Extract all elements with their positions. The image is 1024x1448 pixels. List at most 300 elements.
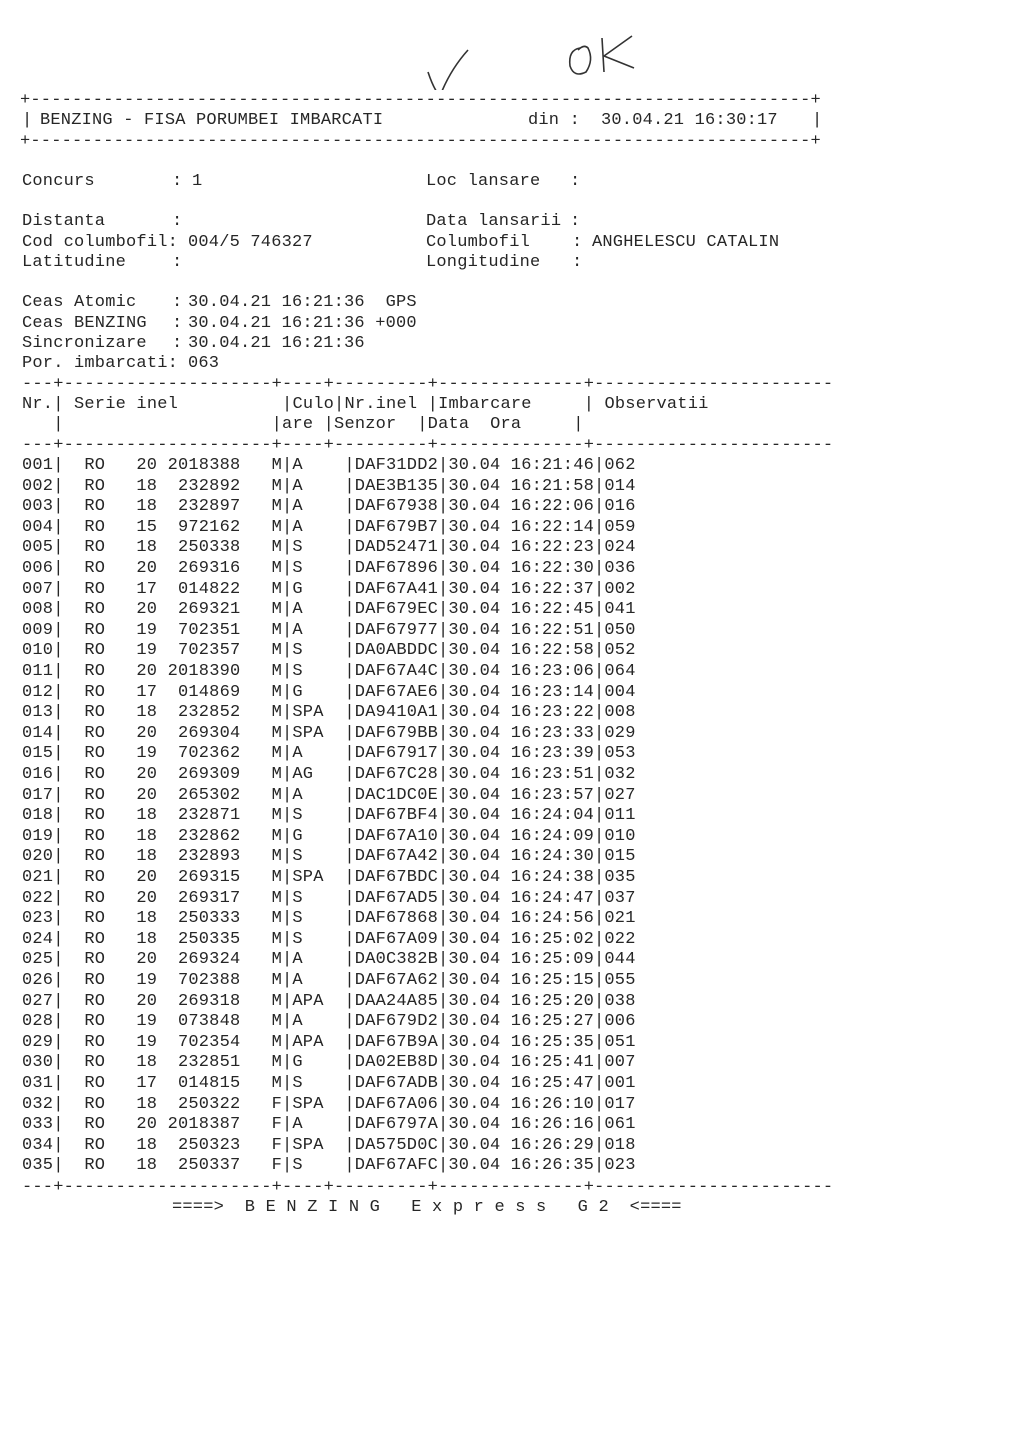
observation: 016 (604, 497, 636, 517)
col-bar: | (282, 600, 293, 620)
col-bar: | (282, 909, 293, 929)
ring-country: RO (84, 806, 106, 826)
basket-date: 30.04 (448, 476, 501, 496)
basket-time: 16:23:39 (510, 744, 595, 764)
col-bar: | (344, 950, 355, 970)
ring-number: 2018387 (167, 1115, 241, 1135)
col-bar: | (282, 1074, 293, 1093)
col-bar: | (594, 538, 605, 558)
columbofil-separator: : (572, 233, 583, 252)
color: S (292, 662, 303, 681)
ring-country: RO (84, 909, 106, 929)
sensor-ring: DAF67B9A (354, 1032, 439, 1052)
col-bar: | (594, 1032, 605, 1052)
col-bar: | (344, 1135, 355, 1155)
col-bar: | (594, 682, 605, 702)
col-bar: | (438, 703, 449, 723)
sex: M (271, 1074, 282, 1093)
latitudine-separator: : (172, 253, 183, 272)
ring-country: RO (84, 765, 106, 784)
row-number: 005 (22, 538, 54, 558)
ring-year: 18 (136, 476, 158, 496)
col-bar: | (282, 991, 293, 1011)
sex: M (271, 579, 282, 599)
observation: 018 (604, 1135, 636, 1155)
ring-number: 250337 (177, 1156, 241, 1176)
ring-country: RO (84, 868, 106, 887)
row-number: 027 (22, 991, 54, 1011)
loc-lansare-label: Loc lansare (426, 172, 541, 191)
basket-time: 16:22:30 (510, 559, 595, 578)
ring-year: 18 (136, 806, 158, 826)
observation: 036 (604, 559, 636, 578)
observation: 062 (604, 456, 636, 475)
col-bar: | (594, 600, 605, 620)
observation: 041 (604, 600, 636, 620)
ring-number: 269324 (177, 950, 241, 970)
color: S (292, 641, 303, 661)
sex: M (271, 1012, 282, 1032)
observation: 053 (604, 744, 636, 764)
col-bar: | (594, 971, 605, 990)
table-row (0, 827, 1024, 847)
col-bar: | (438, 517, 449, 537)
row-number: 034 (22, 1135, 54, 1155)
col-bar: | (344, 929, 355, 949)
ring-number: 2018390 (167, 662, 241, 681)
basket-date: 30.04 (448, 1074, 501, 1093)
color: A (292, 600, 303, 620)
color: G (292, 579, 303, 599)
table-row (0, 683, 1024, 703)
sensor-ring: DAF67A10 (354, 826, 439, 846)
color: S (292, 847, 303, 867)
sex: F (271, 1156, 282, 1176)
observation: 015 (604, 847, 636, 867)
col-bar: | (438, 682, 449, 702)
col-bar: | (594, 888, 605, 908)
col-bar: | (438, 538, 449, 558)
ring-number: 014815 (177, 1074, 241, 1093)
sensor-ring: DAA24A85 (354, 991, 439, 1011)
ring-country: RO (84, 744, 106, 764)
table-row (0, 909, 1024, 929)
ring-number: 702388 (177, 971, 241, 990)
sex: M (271, 476, 282, 496)
observation: 055 (604, 971, 636, 990)
col-bar: | (594, 1074, 605, 1093)
col-bar: | (344, 538, 355, 558)
longitudine-separator: : (572, 253, 583, 272)
col-bar: | (344, 600, 355, 620)
col-bar: | (344, 579, 355, 599)
ceas-benzing-separator: : (172, 314, 183, 333)
row-number: 020 (22, 847, 54, 867)
sensor-ring: DAF67A42 (354, 847, 439, 867)
col-bar: | (594, 744, 605, 764)
ring-number: 2018388 (167, 456, 241, 475)
col-bar: | (594, 641, 605, 661)
observation: 022 (604, 929, 636, 949)
sex: M (271, 765, 282, 784)
basket-date: 30.04 (448, 868, 501, 887)
col-bar: | (344, 785, 355, 805)
col-bar: | (344, 559, 355, 578)
col-bar: | (282, 1115, 293, 1135)
color: A (292, 950, 303, 970)
basket-date: 30.04 (448, 559, 501, 578)
col-bar: | (438, 662, 449, 681)
col-bar: | (53, 1074, 64, 1093)
sensor-ring: DAF67ADB (354, 1074, 439, 1093)
sensor-ring: DAF67917 (354, 744, 439, 764)
table-row (0, 600, 1024, 620)
basket-time: 16:21:58 (510, 476, 595, 496)
color: A (292, 517, 303, 537)
col-bar: | (344, 1053, 355, 1073)
col-bar: | (438, 579, 449, 599)
col-bar: | (594, 456, 605, 475)
col-bar: | (594, 517, 605, 537)
col-bar: | (282, 476, 293, 496)
observation: 052 (604, 641, 636, 661)
col-bar: | (438, 971, 449, 990)
col-bar: | (438, 847, 449, 867)
row-number: 030 (22, 1053, 54, 1073)
col-bar: | (594, 1094, 605, 1114)
basket-date: 30.04 (448, 703, 501, 723)
table-separator-bottom: ---+--------------------+----+---------+--------------+----------------------- (22, 1178, 834, 1197)
sensor-ring: DAF67938 (354, 497, 439, 517)
basket-time: 16:25:47 (510, 1074, 595, 1093)
col-bar: | (594, 950, 605, 970)
row-number: 019 (22, 826, 54, 846)
sex: M (271, 600, 282, 620)
basket-date: 30.04 (448, 620, 501, 640)
observation: 035 (604, 868, 636, 887)
col-bar: | (53, 1115, 64, 1135)
col-bar: | (594, 868, 605, 887)
table-row (0, 641, 1024, 661)
col-bar: | (438, 929, 449, 949)
basket-date: 30.04 (448, 806, 501, 826)
ring-number: 232893 (177, 847, 241, 867)
sex: M (271, 888, 282, 908)
col-bar: | (438, 826, 449, 846)
basket-date: 30.04 (448, 641, 501, 661)
row-number: 016 (22, 765, 54, 784)
ring-year: 17 (136, 1074, 158, 1093)
sex: M (271, 682, 282, 702)
sensor-ring: DAF6797A (354, 1115, 439, 1135)
header-border-top: +---------------------------------------------------------------------------+ (20, 91, 821, 110)
col-bar: | (344, 765, 355, 784)
ring-year: 19 (136, 1012, 158, 1032)
col-bar: | (438, 950, 449, 970)
ring-country: RO (84, 888, 106, 908)
ring-year: 18 (136, 826, 158, 846)
color: S (292, 538, 303, 558)
ring-number: 232871 (177, 806, 241, 826)
table-row (0, 580, 1024, 600)
ring-country: RO (84, 476, 106, 496)
col-bar: | (438, 868, 449, 887)
col-bar: | (344, 497, 355, 517)
col-bar: | (282, 703, 293, 723)
col-bar: | (282, 765, 293, 784)
col-bar: | (438, 641, 449, 661)
sex: M (271, 662, 282, 681)
table-row (0, 971, 1024, 991)
col-bar: | (438, 785, 449, 805)
sex: M (271, 703, 282, 723)
col-bar: | (53, 723, 64, 743)
col-bar: | (53, 826, 64, 846)
ring-year: 20 (136, 723, 158, 743)
ring-year: 20 (136, 600, 158, 620)
sex: M (271, 744, 282, 764)
ring-country: RO (84, 579, 106, 599)
sex: M (271, 991, 282, 1011)
col-bar: | (53, 662, 64, 681)
basket-date: 30.04 (448, 682, 501, 702)
observation: 014 (604, 476, 636, 496)
ring-number: 250333 (177, 909, 241, 929)
table-row (0, 456, 1024, 476)
col-bar: | (282, 847, 293, 867)
col-bar: | (282, 682, 293, 702)
ring-country: RO (84, 1074, 106, 1093)
basket-date: 30.04 (448, 517, 501, 537)
col-bar: | (53, 579, 64, 599)
ring-number: 269318 (177, 991, 241, 1011)
col-bar: | (594, 703, 605, 723)
col-bar: | (53, 847, 64, 867)
observation: 017 (604, 1094, 636, 1114)
basket-time: 16:22:51 (510, 620, 595, 640)
color: A (292, 785, 303, 805)
col-bar: | (344, 723, 355, 743)
basket-date: 30.04 (448, 1032, 501, 1052)
ring-year: 15 (136, 517, 158, 537)
row-number: 012 (22, 682, 54, 702)
col-bar: | (594, 826, 605, 846)
col-bar: | (282, 888, 293, 908)
col-bar: | (53, 806, 64, 826)
col-bar: | (594, 1115, 605, 1135)
row-number: 024 (22, 929, 54, 949)
observation: 038 (604, 991, 636, 1011)
table-row (0, 1115, 1024, 1135)
basket-date: 30.04 (448, 765, 501, 784)
sensor-ring: DAF679EC (354, 600, 439, 620)
observation: 061 (604, 1115, 636, 1135)
table-row (0, 930, 1024, 950)
observation: 024 (604, 538, 636, 558)
row-number: 002 (22, 476, 54, 496)
col-bar: | (53, 1094, 64, 1114)
col-bar: | (438, 1012, 449, 1032)
ring-country: RO (84, 456, 106, 475)
header-border-bottom: +---------------------------------------------------------------------------+ (20, 132, 821, 151)
col-bar: | (53, 682, 64, 702)
sex: M (271, 929, 282, 949)
col-bar: | (594, 765, 605, 784)
sex: M (271, 868, 282, 887)
color: A (292, 620, 303, 640)
sensor-ring: DAF67AD5 (354, 888, 439, 908)
col-bar: | (344, 517, 355, 537)
ring-year: 18 (136, 1094, 158, 1114)
ring-number: 232892 (177, 476, 241, 496)
table-row (0, 786, 1024, 806)
col-bar: | (344, 847, 355, 867)
sensor-ring: DAF67A62 (354, 971, 439, 990)
basket-time: 16:25:09 (510, 950, 595, 970)
col-bar: | (344, 641, 355, 661)
row-number: 023 (22, 909, 54, 929)
col-bar: | (438, 1032, 449, 1052)
col-bar: | (282, 1053, 293, 1073)
sex: M (271, 826, 282, 846)
basket-time: 16:22:58 (510, 641, 595, 661)
observation: 029 (604, 723, 636, 743)
check-mark-icon (428, 50, 468, 90)
basket-date: 30.04 (448, 785, 501, 805)
sex: F (271, 1094, 282, 1114)
data-lansarii-separator: : (570, 212, 581, 231)
col-bar: | (282, 971, 293, 990)
col-bar: | (594, 847, 605, 867)
ring-country: RO (84, 991, 106, 1011)
loc-lansare-separator: : (570, 172, 581, 191)
table-separator-top: ---+--------------------+----+---------+--------------+----------------------- (22, 375, 834, 394)
col-bar: | (53, 909, 64, 929)
row-number: 022 (22, 888, 54, 908)
sex: M (271, 971, 282, 990)
basket-time: 16:24:30 (510, 847, 595, 867)
col-bar: | (594, 497, 605, 517)
ring-country: RO (84, 620, 106, 640)
observation: 004 (604, 682, 636, 702)
col-bar: | (438, 1135, 449, 1155)
ceas-atomic-value: 30.04.21 16:21:36 GPS (188, 293, 417, 312)
ring-country: RO (84, 1115, 106, 1135)
row-number: 025 (22, 950, 54, 970)
col-bar: | (344, 1094, 355, 1114)
basket-time: 16:24:56 (510, 909, 595, 929)
sensor-ring: DAC1DC0E (354, 785, 439, 805)
ring-number: 232897 (177, 497, 241, 517)
ring-year: 20 (136, 456, 158, 475)
col-bar: | (282, 868, 293, 887)
concurs-separator: : (172, 172, 183, 191)
col-bar: | (344, 1156, 355, 1176)
row-number: 031 (22, 1074, 54, 1093)
col-bar: | (438, 1115, 449, 1135)
basket-time: 16:22:45 (510, 600, 595, 620)
col-bar: | (344, 456, 355, 475)
col-bar: | (438, 1094, 449, 1114)
basket-date: 30.04 (448, 909, 501, 929)
col-bar: | (53, 971, 64, 990)
sensor-ring: DAF67A41 (354, 579, 439, 599)
basket-time: 16:25:15 (510, 971, 595, 990)
col-bar: | (53, 950, 64, 970)
table-row (0, 992, 1024, 1012)
ceas-benzing-label: Ceas BENZING (22, 314, 147, 333)
col-bar: | (53, 1053, 64, 1073)
sensor-ring: DA0C382B (354, 950, 439, 970)
color: S (292, 909, 303, 929)
col-bar: | (53, 497, 64, 517)
col-bar: | (282, 723, 293, 743)
col-bar: | (344, 1032, 355, 1052)
ceas-atomic-label: Ceas Atomic (22, 293, 137, 312)
color: A (292, 1115, 303, 1135)
sex: M (271, 723, 282, 743)
ring-year: 20 (136, 662, 158, 681)
col-bar: | (282, 826, 293, 846)
col-bar: | (53, 868, 64, 887)
columbofil-label: Columbofil (426, 233, 531, 252)
color: APA (292, 1032, 324, 1052)
ring-country: RO (84, 1032, 106, 1052)
table-row (0, 765, 1024, 785)
data-lansarii-label: Data lansarii (426, 212, 562, 231)
basket-date: 30.04 (448, 950, 501, 970)
col-bar: | (594, 909, 605, 929)
col-bar: | (282, 1012, 293, 1032)
sensor-ring: DA575D0C (354, 1135, 439, 1155)
row-number: 004 (22, 517, 54, 537)
ring-year: 17 (136, 579, 158, 599)
observation: 021 (604, 909, 636, 929)
col-bar: | (594, 1156, 605, 1176)
col-bar: | (344, 744, 355, 764)
color: A (292, 456, 303, 475)
basket-date: 30.04 (448, 1012, 501, 1032)
concurs-label: Concurs (22, 172, 95, 191)
basket-time: 16:26:29 (510, 1135, 595, 1155)
por-imbarcati-label: Por. imbarcati: (22, 354, 179, 373)
sex: M (271, 806, 282, 826)
row-number: 010 (22, 641, 54, 661)
col-bar: | (594, 1053, 605, 1073)
color: G (292, 682, 303, 702)
col-bar: | (594, 723, 605, 743)
ring-country: RO (84, 950, 106, 970)
color: A (292, 1012, 303, 1032)
ring-country: RO (84, 497, 106, 517)
col-bar: | (438, 456, 449, 475)
col-bar: | (53, 620, 64, 640)
basket-date: 30.04 (448, 1156, 501, 1176)
ring-year: 19 (136, 744, 158, 764)
basket-time: 16:22:23 (510, 538, 595, 558)
ring-year: 19 (136, 641, 158, 661)
basket-time: 16:22:14 (510, 517, 595, 537)
ring-country: RO (84, 1012, 106, 1032)
col-bar: | (53, 538, 64, 558)
sex: M (271, 785, 282, 805)
basket-date: 30.04 (448, 991, 501, 1011)
row-number: 001 (22, 456, 54, 475)
col-bar: | (438, 765, 449, 784)
observation: 050 (604, 620, 636, 640)
ring-number: 232852 (177, 703, 241, 723)
ring-number: 269309 (177, 765, 241, 784)
